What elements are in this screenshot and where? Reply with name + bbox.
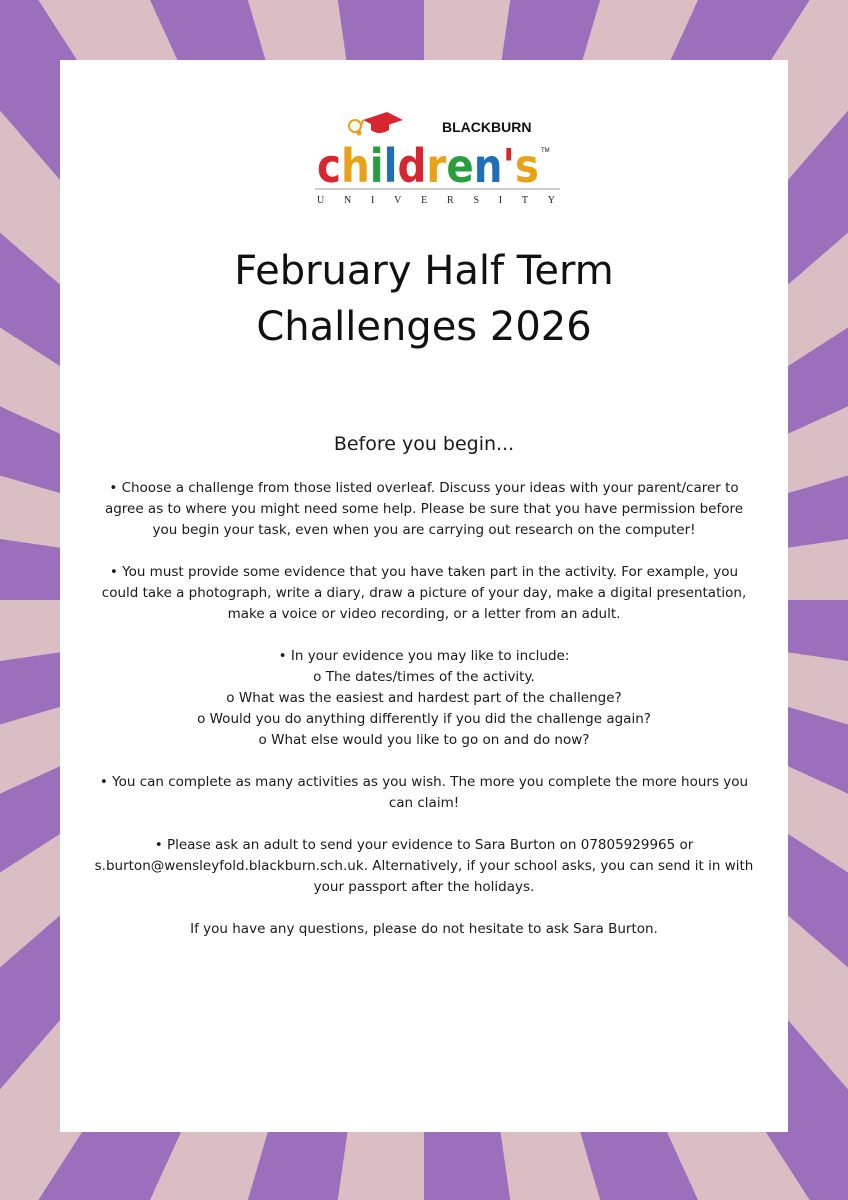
title-line-1: February Half Term [234, 248, 614, 294]
list-item: o Would you do anything differently if you did the challenge again? [197, 711, 651, 727]
text-line: • You must provide some evidence that you have taken part in the activity. For example, you [109, 564, 739, 580]
instructions [76, 430, 772, 961]
graduation-cap-icon [349, 112, 403, 136]
text-line: your passport after the holidays. [313, 879, 535, 895]
logo-graphic [315, 110, 560, 210]
title-line-2: Challenges 2026 [256, 304, 592, 350]
paragraph-send-evidence [76, 835, 772, 898]
list-item: o The dates/times of the activity. [313, 669, 535, 685]
text-line: you begin your task, even when you are carrying out research on the computer! [152, 522, 696, 538]
text-line: could take a photograph, write a diary, draw a picture of your day, make a digital presentation, [101, 585, 747, 601]
paragraph-evidence [76, 562, 772, 625]
text-line: s.burton@wensleyfold.blackburn.sch.uk. Alternatively, if your school asks, you can send it in with [94, 858, 754, 874]
paragraph-evidence-include [76, 646, 772, 751]
childrens-university-logo [315, 110, 560, 210]
svg-text:children's: children's [317, 139, 543, 193]
logo-blackburn-text: BLACKBURN [442, 119, 532, 135]
page-title [60, 243, 788, 355]
text-line: agree as to where you might need some help. Please be sure that you have permission before [104, 501, 744, 517]
paragraph-questions [76, 919, 772, 940]
paragraph-activities [76, 772, 772, 814]
logo-university-text: UNIVERSITY [317, 195, 555, 206]
text-line: • In your evidence you may like to include: [278, 648, 570, 664]
text-line: make a voice or video recording, or a letter from an adult. [227, 606, 621, 622]
text-line: can claim! [388, 795, 460, 811]
logo-childrens-word [317, 139, 543, 193]
list-item: o What was the easiest and hardest part of the challenge? [226, 690, 622, 706]
logo-tm-text: TM [541, 148, 550, 154]
list-item: o What else would you like to go on and do now? [258, 732, 590, 748]
paragraph-choose-challenge [76, 478, 772, 541]
text-line: If you have any questions, please do not hesitate to ask Sara Burton. [190, 921, 658, 937]
text-line: • You can complete as many activities as you wish. The more you complete the more hours you [99, 774, 749, 790]
content-card [60, 60, 788, 1132]
before-you-begin-heading: Before you begin... [333, 433, 515, 455]
text-line: • Please ask an adult to send your evidence to Sara Burton on 07805929965 or [154, 837, 694, 853]
text-line: • Choose a challenge from those listed overleaf. Discuss your ideas with your parent/carer to [109, 480, 739, 496]
